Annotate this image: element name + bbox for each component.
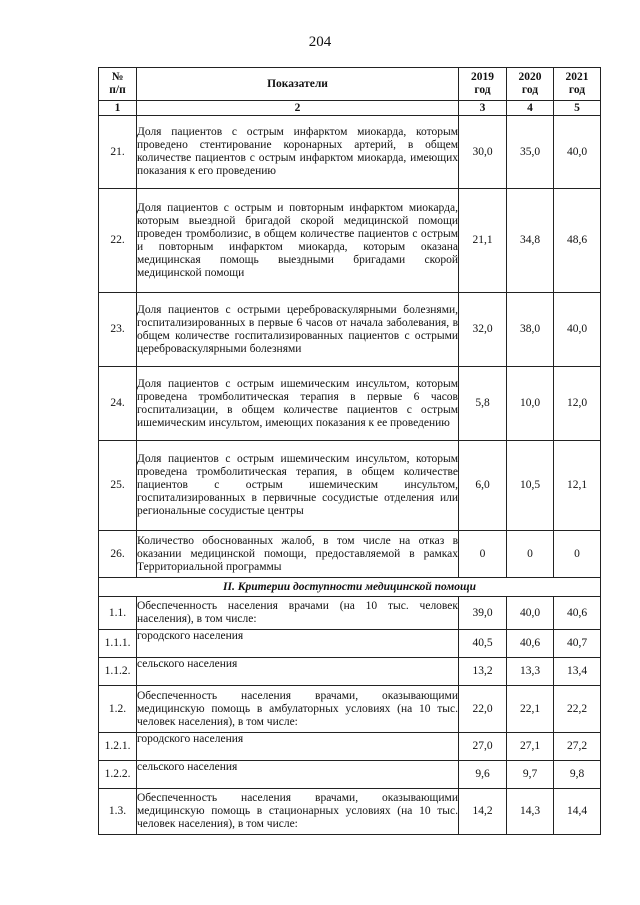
- value-2019: 13,2: [459, 658, 507, 686]
- row-number: 22.: [99, 189, 137, 293]
- value-2019: 27,0: [459, 733, 507, 761]
- row-number: 24.: [99, 367, 137, 441]
- value-2019: 40,5: [459, 630, 507, 658]
- column-number: 2: [137, 101, 459, 116]
- row-indicator: Обеспеченность населения врачами (на 10 тыс. человек населения), в том числе:: [137, 597, 459, 630]
- column-number: 3: [459, 101, 507, 116]
- table-row: [99, 531, 601, 578]
- row-indicator: Доля пациентов с острым инфарктом миокарда, которым проведено стентирование коронарных артерий, в общем количестве пациентов с острым инфарктом миокарда, имеющих показания к его проведению: [137, 116, 459, 189]
- row-number: 1.1.1.: [99, 630, 137, 658]
- row-number: 1.1.: [99, 597, 137, 630]
- header-number: № п/п: [99, 68, 137, 101]
- table-header-row: [99, 68, 601, 101]
- header-indicator: Показатели: [137, 68, 459, 101]
- row-number: 23.: [99, 293, 137, 367]
- column-number: 1: [99, 101, 137, 116]
- value-2021: 0: [554, 531, 601, 578]
- value-2021: 12,1: [554, 441, 601, 531]
- row-indicator: городского населения: [137, 630, 459, 658]
- value-2020: 40,0: [507, 597, 554, 630]
- table-row: [99, 367, 601, 441]
- value-2021: 13,4: [554, 658, 601, 686]
- value-2020: 0: [507, 531, 554, 578]
- table-row: [99, 597, 601, 630]
- table-row: [99, 733, 601, 761]
- value-2020: 40,6: [507, 630, 554, 658]
- column-number-row: [99, 101, 601, 116]
- header-year-2020: 2020 год: [507, 68, 554, 101]
- row-number: 1.1.2.: [99, 658, 137, 686]
- value-2021: 14,4: [554, 789, 601, 835]
- value-2021: 9,8: [554, 761, 601, 789]
- row-number: 1.2.1.: [99, 733, 137, 761]
- value-2021: 40,0: [554, 293, 601, 367]
- row-indicator: сельского населения: [137, 761, 459, 789]
- row-number: 1.2.2.: [99, 761, 137, 789]
- value-2021: 27,2: [554, 733, 601, 761]
- value-2021: 48,6: [554, 189, 601, 293]
- row-indicator: сельского населения: [137, 658, 459, 686]
- table-row: [99, 116, 601, 189]
- value-2020: 14,3: [507, 789, 554, 835]
- value-2020: 27,1: [507, 733, 554, 761]
- value-2021: 40,7: [554, 630, 601, 658]
- page-number: 204: [308, 34, 332, 50]
- value-2021: 12,0: [554, 367, 601, 441]
- row-indicator: Доля пациентов с острым ишемическим инсультом, которым проведена тромболитическая терапия в первые 6 часов госпитализации, в общем количестве пациентов с острым ишемическим инсультом, имеющих показания к ее проведению: [137, 367, 459, 441]
- value-2021: 22,2: [554, 686, 601, 733]
- table-row: [99, 293, 601, 367]
- column-number: 4: [507, 101, 554, 116]
- row-indicator: Доля пациентов с острым и повторным инфарктом миокарда, которым выездной бригадой скорой медицинской помощи проведен тромболизис, в общем количестве пациентов с острым и повторным инфарктом миокарда, которым оказана медицинская помощь выездными бригадами скорой медицинской помощи: [137, 189, 459, 293]
- header-year-2021: 2021 год: [554, 68, 601, 101]
- value-2020: 13,3: [507, 658, 554, 686]
- value-2019: 0: [459, 531, 507, 578]
- value-2020: 35,0: [507, 116, 554, 189]
- value-2020: 22,1: [507, 686, 554, 733]
- row-indicator: Обеспеченность населения врачами, оказывающими медицинскую помощь в стационарных условиях (на 10 тыс. человек населения), в том числе:: [137, 789, 459, 835]
- section-title: II. Критерии доступности медицинской помощи: [99, 578, 601, 597]
- value-2019: 21,1: [459, 189, 507, 293]
- value-2019: 9,6: [459, 761, 507, 789]
- section-row: [99, 578, 601, 597]
- value-2019: 14,2: [459, 789, 507, 835]
- row-indicator: Обеспеченность населения врачами, оказывающими медицинскую помощь в амбулаторных условиях (на 10 тыс. человек населения), в том числе:: [137, 686, 459, 733]
- value-2021: 40,0: [554, 116, 601, 189]
- value-2019: 22,0: [459, 686, 507, 733]
- value-2019: 5,8: [459, 367, 507, 441]
- row-number: 21.: [99, 116, 137, 189]
- row-indicator: городского населения: [137, 733, 459, 761]
- row-number: 25.: [99, 441, 137, 531]
- row-number: 26.: [99, 531, 137, 578]
- value-2020: 9,7: [507, 761, 554, 789]
- table-row: [99, 761, 601, 789]
- row-indicator: Доля пациентов с острым ишемическим инсультом, которым проведена тромболитическая терапия, в общем количестве пациентов с острым ишемическим инсультом, госпитализированных в первичные сосудистые отделения или региональные сосудистые центры: [137, 441, 459, 531]
- table-row: [99, 441, 601, 531]
- table-row: [99, 686, 601, 733]
- header-year-2019: 2019 год: [459, 68, 507, 101]
- column-number: 5: [554, 101, 601, 116]
- row-number: 1.2.: [99, 686, 137, 733]
- row-number: 1.3.: [99, 789, 137, 835]
- table-row: [99, 630, 601, 658]
- value-2019: 39,0: [459, 597, 507, 630]
- value-2020: 10,5: [507, 441, 554, 531]
- indicators-table: [98, 67, 601, 835]
- value-2019: 32,0: [459, 293, 507, 367]
- value-2020: 34,8: [507, 189, 554, 293]
- value-2019: 6,0: [459, 441, 507, 531]
- value-2020: 10,0: [507, 367, 554, 441]
- row-indicator: Количество обоснованных жалоб, в том числе на отказ в оказании медицинской помощи, предоставляемой в рамках Территориальной программы: [137, 531, 459, 578]
- value-2021: 40,6: [554, 597, 601, 630]
- value-2020: 38,0: [507, 293, 554, 367]
- value-2019: 30,0: [459, 116, 507, 189]
- table-row: [99, 658, 601, 686]
- row-indicator: Доля пациентов с острыми цереброваскулярными болезнями, госпитализированных в первые 6 часов от начала заболевания, в общем количестве госпитализированных пациентов с острыми цереброваскулярными болезнями: [137, 293, 459, 367]
- table-row: [99, 789, 601, 835]
- table-row: [99, 189, 601, 293]
